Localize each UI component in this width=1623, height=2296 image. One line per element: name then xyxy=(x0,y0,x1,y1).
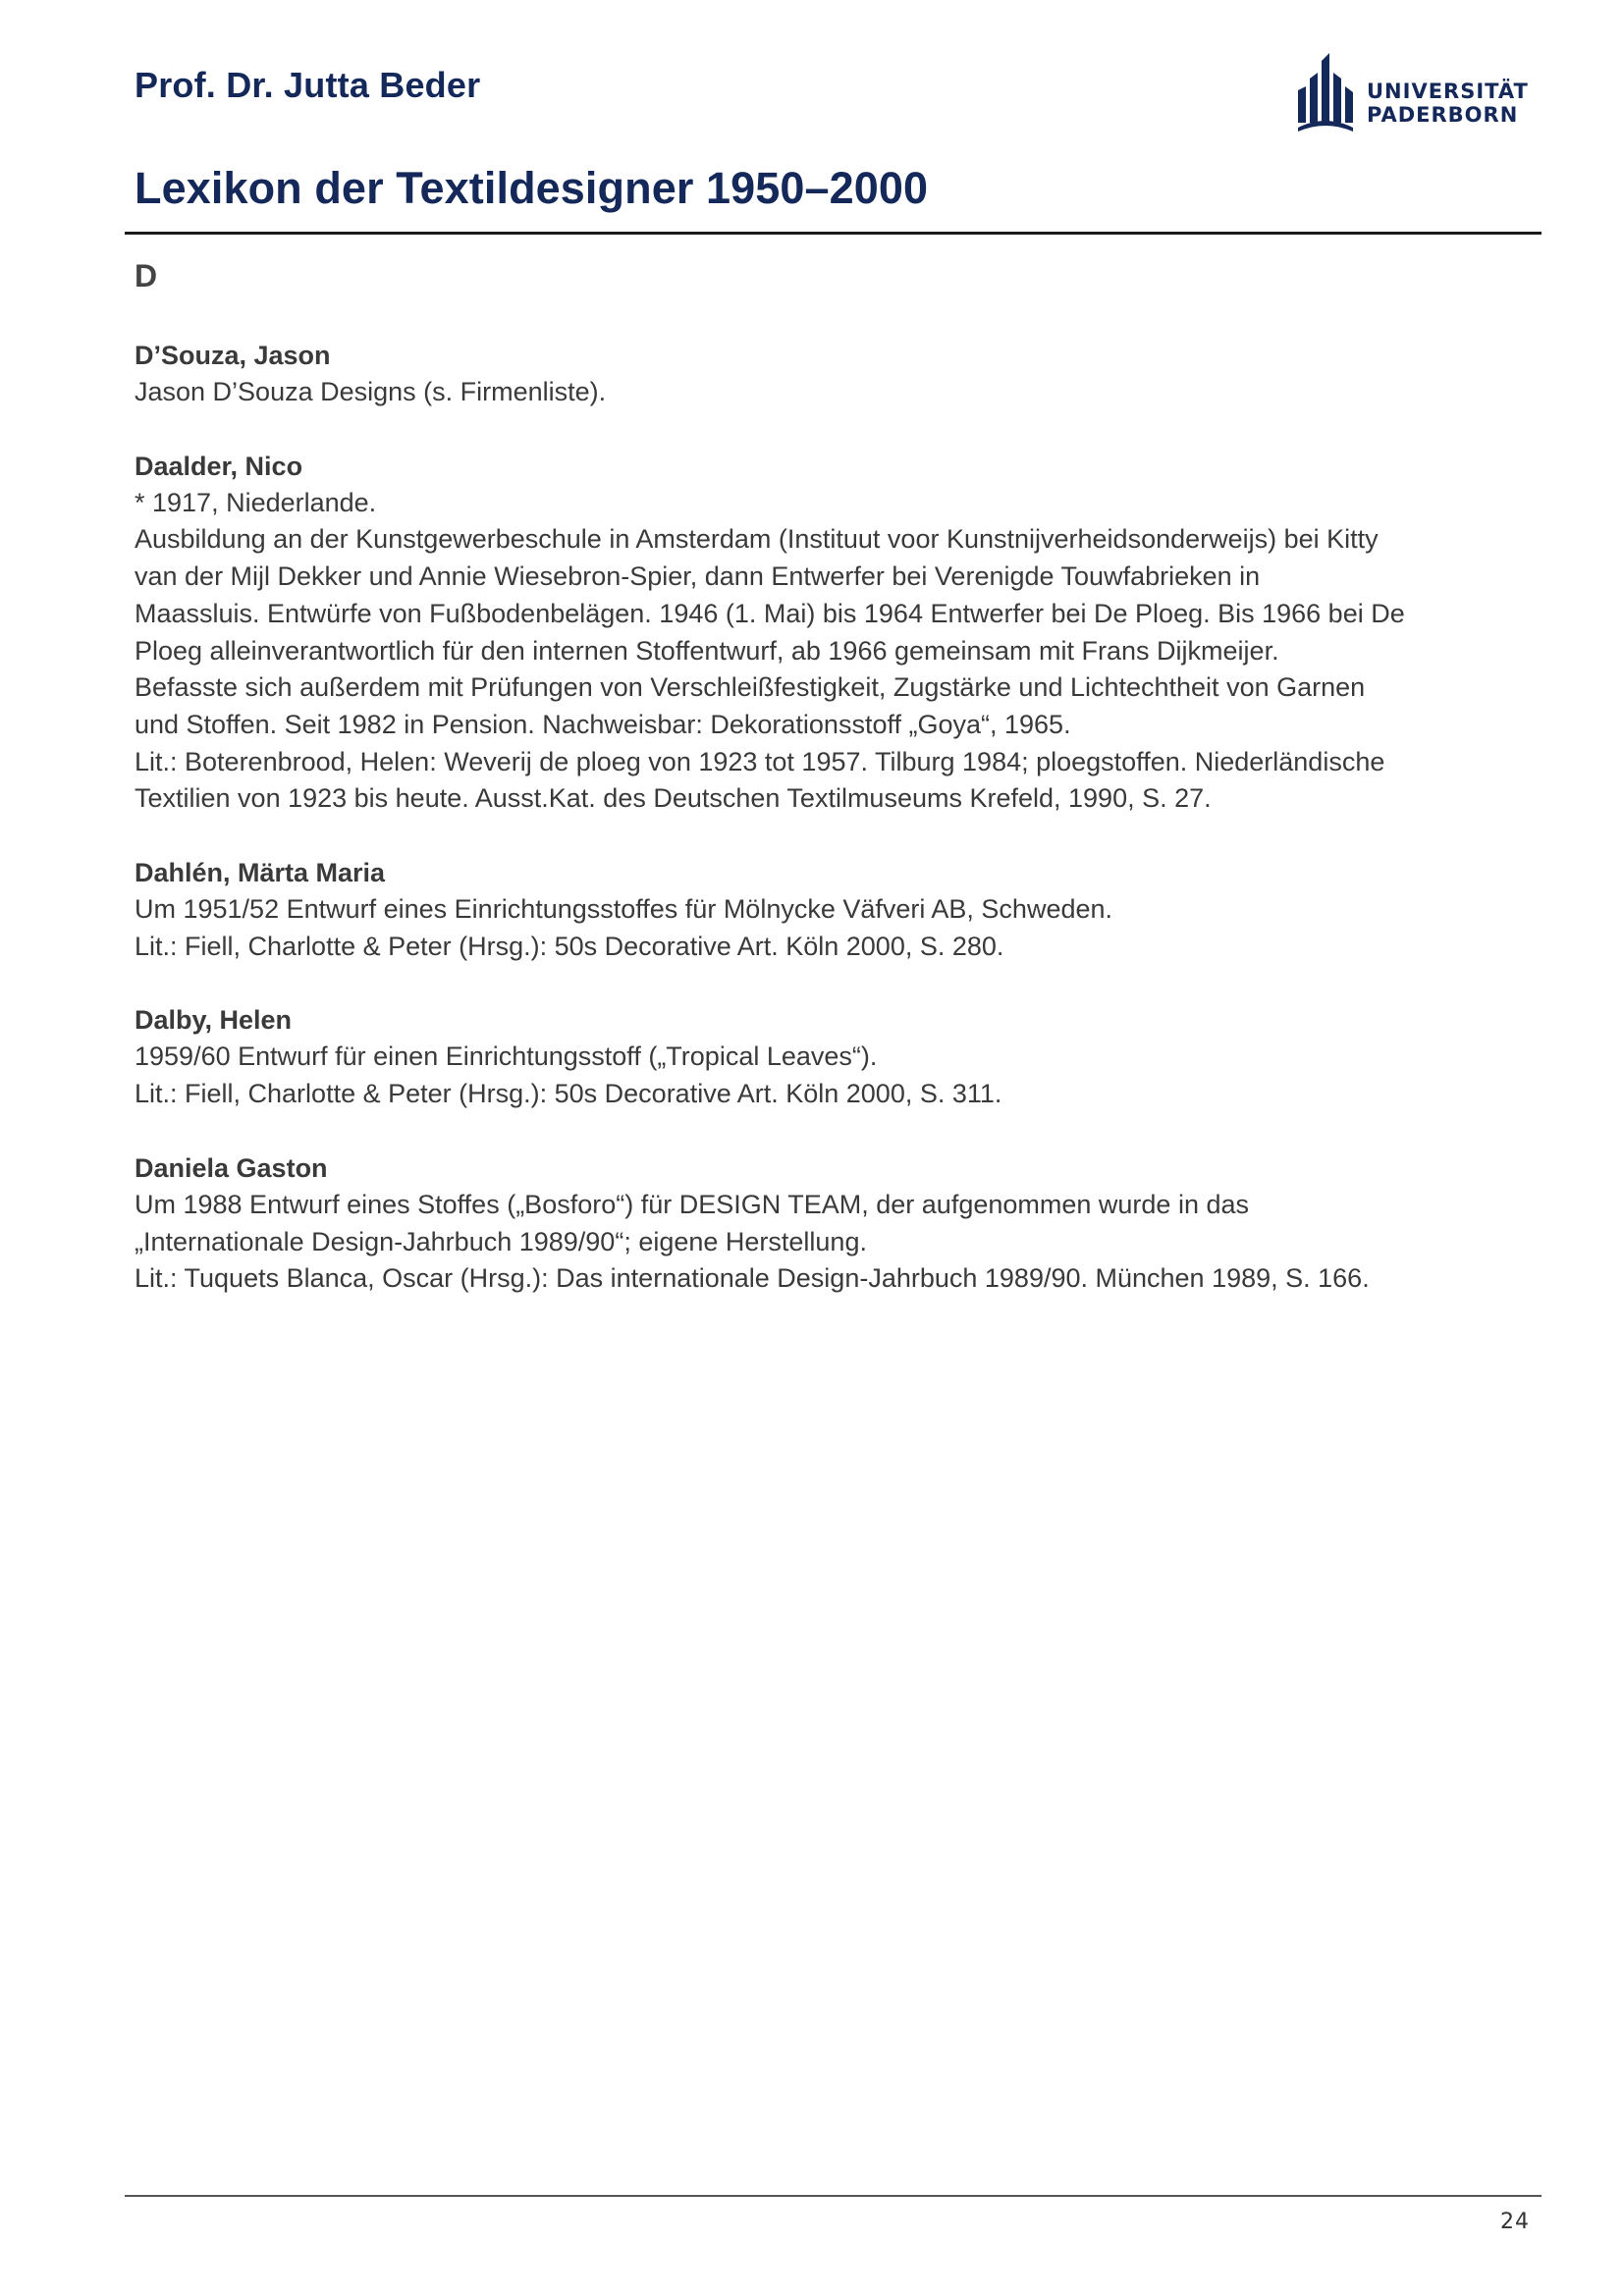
entry-name: Dahlén, Märta Maria xyxy=(135,858,386,888)
entry-text-line: 1959/60 Entwurf für einen Einrichtungsstoff („Tropical Leaves“). xyxy=(135,1041,878,1072)
entry-text-line: und Stoffen. Seit 1982 in Pension. Nachweisbar: Dekorationsstoff „Goya“, 1965. xyxy=(135,709,1071,739)
entry-text-line: Lit.: Fiell, Charlotte & Peter (Hrsg.): 50s Decorative Art. Köln 2000, S. 311. xyxy=(135,1079,1002,1109)
author-name: Prof. Dr. Jutta Beder xyxy=(135,65,481,105)
logo-line-1: UNIVERSITÄT xyxy=(1367,80,1529,103)
university-logo-icon xyxy=(1296,49,1355,133)
lexicon-entry xyxy=(135,448,1509,818)
lexicon-entry xyxy=(135,337,1509,411)
entry-text-line: Lit.: Fiell, Charlotte & Peter (Hrsg.): 50s Decorative Art. Köln 2000, S. 280. xyxy=(135,931,1004,961)
lexicon-entry xyxy=(135,1001,1509,1112)
entry-text-line: Jason D’Souza Designs (s. Firmenliste). xyxy=(135,377,607,406)
entry-name: Dalby, Helen xyxy=(135,1005,293,1036)
entry-text-line: Befasste sich außerdem mit Prüfungen von Verschleißfestigkeit, Zugstärke und Lichtechtheit von Garnen xyxy=(135,672,1366,703)
entry-name: Daniela Gaston xyxy=(135,1152,328,1183)
entry-name: D’Souza, Jason xyxy=(135,341,331,370)
entry-name: Daalder, Nico xyxy=(135,451,303,481)
entry-text-line: Lit.: Tuquets Blanca, Oscar (Hrsg.): Das internationale Design-Jahrbuch 1989/90. München 1989, S. 166. xyxy=(135,1263,1370,1294)
document-title: Lexikon der Textildesigner 1950–2000 xyxy=(135,163,929,213)
lexicon-entry xyxy=(135,854,1509,965)
entry-text-line: Um 1951/52 Entwurf eines Einrichtungsstoffes für Mölnycke Väfveri AB, Schweden. xyxy=(135,894,1113,925)
entry-text-line: Ploeg alleinverantwortlich für den internen Stoffentwurf, ab 1966 gemeinsam mit Frans Dijkmeijer. xyxy=(135,635,1279,666)
page-number: 24 xyxy=(1500,2210,1530,2234)
entry-text-line: Maassluis. Entwürfe von Fußbodenbelägen. 1946 (1. Mai) bis 1964 Entwerfer bei De Ploeg. Bis 1966 bei De xyxy=(135,598,1405,628)
entry-text-line: Lit.: Boterenbrood, Helen: Weverij de ploeg von 1923 tot 1957. Tilburg 1984; ploegstoffen. Niederländische xyxy=(135,746,1385,776)
title-divider xyxy=(125,232,1542,235)
section-letter: D xyxy=(135,258,158,294)
entry-text-line: Um 1988 Entwurf eines Stoffes („Bosforo“) für DESIGN TEAM, der aufgenommen wurde in das xyxy=(135,1189,1249,1219)
university-logo-text xyxy=(1367,80,1529,127)
entry-list xyxy=(135,337,1509,1334)
logo-line-2: PADERBORN xyxy=(1367,103,1519,127)
footer-divider xyxy=(125,2195,1542,2197)
entry-text-line: Textilien von 1923 bis heute. Ausst.Kat. des Deutschen Textilmuseums Krefeld, 1990, S. 27. xyxy=(135,783,1212,814)
entry-text-line: Ausbildung an der Kunstgewerbeschule in Amsterdam (Instituut voor Kunstnijverheidsonderweijs) bei Kitty xyxy=(135,524,1379,555)
lexicon-entry xyxy=(135,1149,1509,1298)
entry-text-line: van der Mijl Dekker und Annie Wiesebron-Spier, dann Entwerfer bei Verenigde Touwfabrieken in xyxy=(135,561,1261,592)
university-logo xyxy=(1296,49,1532,133)
entry-text-line: * 1917, Niederlande. xyxy=(135,487,377,517)
entry-text-line: „Internationale Design-Jahrbuch 1989/90“; eigene Herstellung. xyxy=(135,1226,867,1256)
